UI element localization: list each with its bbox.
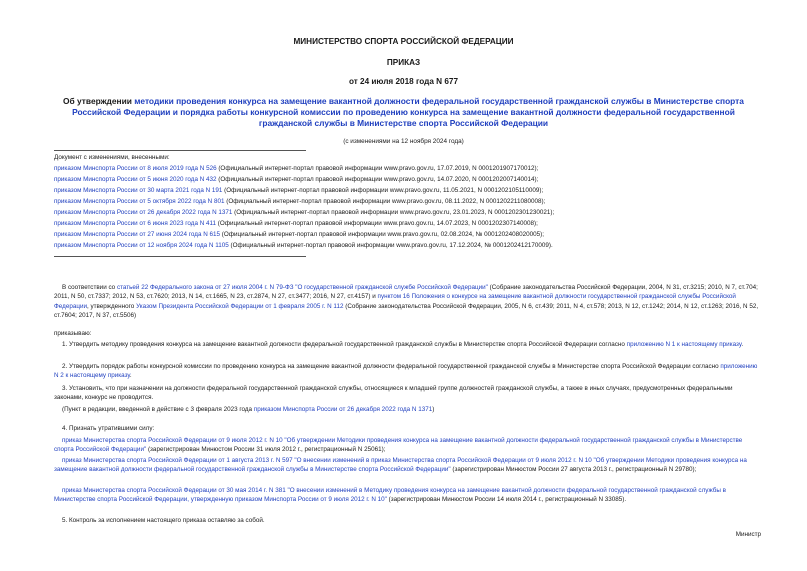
amendment-text: (Официальный интернет-портал правовой информации www.pravo.gov.ru, 17.12.2024, № 0001202412170009). bbox=[228, 242, 553, 249]
amendment-link[interactable]: приказом Минспорта России от 8 июля 2019 года N 526 bbox=[54, 165, 217, 172]
law-link[interactable]: статьей 22 Федерального закона от 27 июля 2004 г. N 79-ФЗ "О государственной гражданской службе Российской Федерации" bbox=[116, 284, 488, 291]
amendment-link[interactable]: приказом Минспорта России от 27 июня 2024 года N 615 bbox=[54, 231, 221, 238]
amendment-link[interactable]: приказом Минспорта России от 6 июня 2023 года N 411 bbox=[54, 220, 217, 227]
amendment-text: (Официальный интернет-портал правовой информации www.pravo.gov.ru, 14.07.2020, N 0001202007140014); bbox=[216, 176, 539, 183]
paragraph-text: . bbox=[129, 372, 132, 380]
paragraph-1 bbox=[54, 340, 761, 349]
paragraph-text: (зарегистрирован Минюстом России 27 августа 2013 г., регистрационный N 29780); bbox=[450, 466, 697, 474]
amendment-link[interactable]: приказом Минспорта России от 30 марта 2021 года N 191 bbox=[54, 187, 223, 194]
title-link[interactable]: методики проведения конкурса на замещение вакантной должности федеральной государственной гражданской службы в Министерстве спорта Российской Федерации и порядка работы конкурсной комиссии по проведению конкурса на замещение вакантной должности федеральной государственной гражданской службы в Министерстве спорта Российской Федерации bbox=[72, 96, 744, 128]
amendment-item bbox=[54, 165, 538, 173]
amendment-text: (Официальный интернет-портал правовой информации www.pravo.gov.ru, 11.05.2021, N 0001202105110009); bbox=[222, 187, 544, 194]
preamble-text: (Собрание законодательства Российской Федерации, 2005, N 6, ст.439; 2011, N 4, ст.578; 2013, N 12, ст.1242; 2014, N 12, ст.1263; 2016, N 52, ст.7604; 2017, N 37, ст.5506) bbox=[54, 302, 759, 320]
amendment-link[interactable]: приказом Минспорта России от 26 декабря 2022 года N 1371 bbox=[54, 209, 233, 216]
amendment-item bbox=[54, 220, 538, 228]
amendment-item bbox=[54, 231, 544, 239]
paragraph-3-note bbox=[54, 405, 761, 414]
doc-date-heading: от 24 июля 2018 года N 677 bbox=[348, 77, 459, 86]
document-title bbox=[50, 96, 757, 129]
appendix-2-link[interactable]: приложению N 2 к настоящему приказу bbox=[54, 363, 758, 380]
divider-top bbox=[54, 150, 306, 151]
repealed-order-link[interactable]: приказ Министерства спорта Российской Федерации от 30 мая 2014 г. N 381 "О внесении изменений в Методику проведения конкурса на замещение вакантной должности федеральной государственной гражданской службы в Министерстве спорта Российской Федерации, утвержденную приказом Минспорта России от 9 июля 2012 г. N 10" bbox=[54, 487, 726, 504]
amendment-text: (Официальный интернет-портал правовой информации www.pravo.gov.ru, 17.07.2019, N 0001201907170012); bbox=[216, 165, 539, 172]
orders-label: приказываю: bbox=[54, 330, 92, 337]
paragraph-3: 3. Установить, что при назначении на должности федеральной государственной гражданской службы, относящиеся к младшей группе должностей гражданской службы, а также в иных случаях, предусмотренных федеральными законами, конкурс не проводится. bbox=[54, 385, 733, 402]
divider-bottom bbox=[54, 256, 306, 257]
paragraph-4-title: 4. Признать утратившими силу: bbox=[62, 425, 155, 432]
amendment-item bbox=[54, 187, 543, 195]
amendments-intro: Документ с изменениями, внесенными: bbox=[54, 154, 170, 161]
paragraph-2 bbox=[54, 362, 761, 381]
repealed-order-item bbox=[54, 436, 761, 455]
signature-label: Министр bbox=[735, 531, 761, 538]
doc-type-heading: ПРИКАЗ bbox=[386, 58, 421, 67]
repealed-order-link[interactable]: приказ Министерства спорта Российской Федерации от 9 июля 2012 г. N 10 "Об утверждении Методики проведения конкурса на замещение вакантной должности федеральной государственной гражданской службы в Министерстве спорта Российской Федерации" bbox=[54, 437, 743, 454]
appendix-1-link[interactable]: приложению N 1 к настоящему приказу bbox=[626, 341, 742, 348]
paragraph-text: . bbox=[741, 341, 744, 348]
repealed-order-item bbox=[54, 456, 761, 475]
paragraph-text: (зарегистрирован Минюстом России 31 июля 2012 г., регистрационный N 25061); bbox=[146, 446, 386, 454]
amendment-item bbox=[54, 209, 554, 217]
revision-note: (с изменениями на 12 ноября 2024 года) bbox=[343, 138, 464, 145]
amendment-text: (Официальный интернет-портал правовой информации www.pravo.gov.ru, 23.01.2023, N 0001202301230021); bbox=[232, 209, 555, 216]
preamble-paragraph bbox=[54, 283, 761, 321]
ministry-heading: МИНИСТЕРСТВО СПОРТА РОССИЙСКОЙ ФЕДЕРАЦИИ bbox=[293, 37, 514, 46]
amendment-item bbox=[54, 176, 538, 184]
paragraph-text: ) bbox=[432, 406, 435, 413]
amendment-item bbox=[54, 242, 553, 250]
paragraph-text: (Пункт в редакции, введенной в действие с 3 февраля 2023 года bbox=[62, 406, 254, 413]
decree-link[interactable]: Указом Президента Российской Федерации от 1 февраля 2005 г. N 112 bbox=[136, 302, 344, 310]
repealed-order-item bbox=[54, 486, 761, 505]
amendment-link[interactable]: приказом Минспорта России от 5 октября 2022 года N 801 bbox=[54, 198, 225, 205]
amendment-link[interactable]: приказом Минспорта России от 12 ноября 2024 года N 1105 bbox=[54, 242, 229, 249]
preamble-text: , утвержденного bbox=[86, 302, 137, 310]
amendment-item bbox=[54, 198, 545, 206]
paragraph-text: 1. Утвердить методику проведения конкурса на замещение вакантной должности федеральной государственной гражданской службы в Министерстве спорта Российской Федерации согласно bbox=[62, 341, 627, 348]
amendment-order-link[interactable]: приказом Минспорта России от 26 декабря 2022 года N 1371 bbox=[253, 406, 433, 413]
preamble-text: (Собрание законодательства Российской Федерации, 2004, N 31, ст.3215; 2010, N 7, ст.704; 2011, N 50, ст.7337; 2012, N 53, ст.7620; 2013, N 14, ст.1665, N 23, ст.2874, N 27, ст.3477; 2016, N 27, ст.4157) и bbox=[54, 284, 758, 301]
amendment-text: (Официальный интернет-портал правовой информации www.pravo.gov.ru, 08.11.2022, N 0001202211080008); bbox=[224, 198, 546, 205]
amendment-link[interactable]: приказом Минспорта России от 5 июня 2020 года N 432 bbox=[54, 176, 217, 183]
amendment-text: (Официальный интернет-портал правовой информации www.pravo.gov.ru, 14.07.2023, N 0001202307140008); bbox=[216, 220, 538, 227]
repealed-order-link[interactable]: приказ Министерства спорта Российской Федерации от 1 августа 2013 г. N 597 "О внесении изменений в приказ Министерства спорта Российской Федерации от 9 июля 2012 г. N 10 "Об утверждении Методики проведения конкурса на замещение вакантной должности федеральной государственной гражданской службы в Министерстве спорта Российской Федерации" bbox=[54, 457, 747, 474]
paragraph-text: 2. Утвердить порядок работы конкурсной комиссии по проведению конкурса на замещение вакантной должности федеральной государственной гражданской службы в Министерстве спорта Российской Федерации согласно bbox=[62, 363, 721, 370]
paragraph-5: 5. Контроль за исполнением настоящего приказа оставляю за собой. bbox=[62, 517, 265, 524]
regulation-link[interactable]: пунктом 16 Положения о конкурсе на замещение вакантной должности государственной гражданской службы Российской Федерации bbox=[54, 293, 736, 310]
title-prefix: Об утверждении bbox=[63, 96, 135, 106]
amendment-text: (Официальный интернет-портал правовой информации www.pravo.gov.ru, 02.08.2024, № 0001202408020005); bbox=[220, 231, 545, 238]
paragraph-text: (зарегистрирован Минюстом России 14 июля 2014 г., регистрационный N 33085). bbox=[386, 496, 627, 504]
preamble-text: В соответствии со bbox=[62, 284, 117, 291]
